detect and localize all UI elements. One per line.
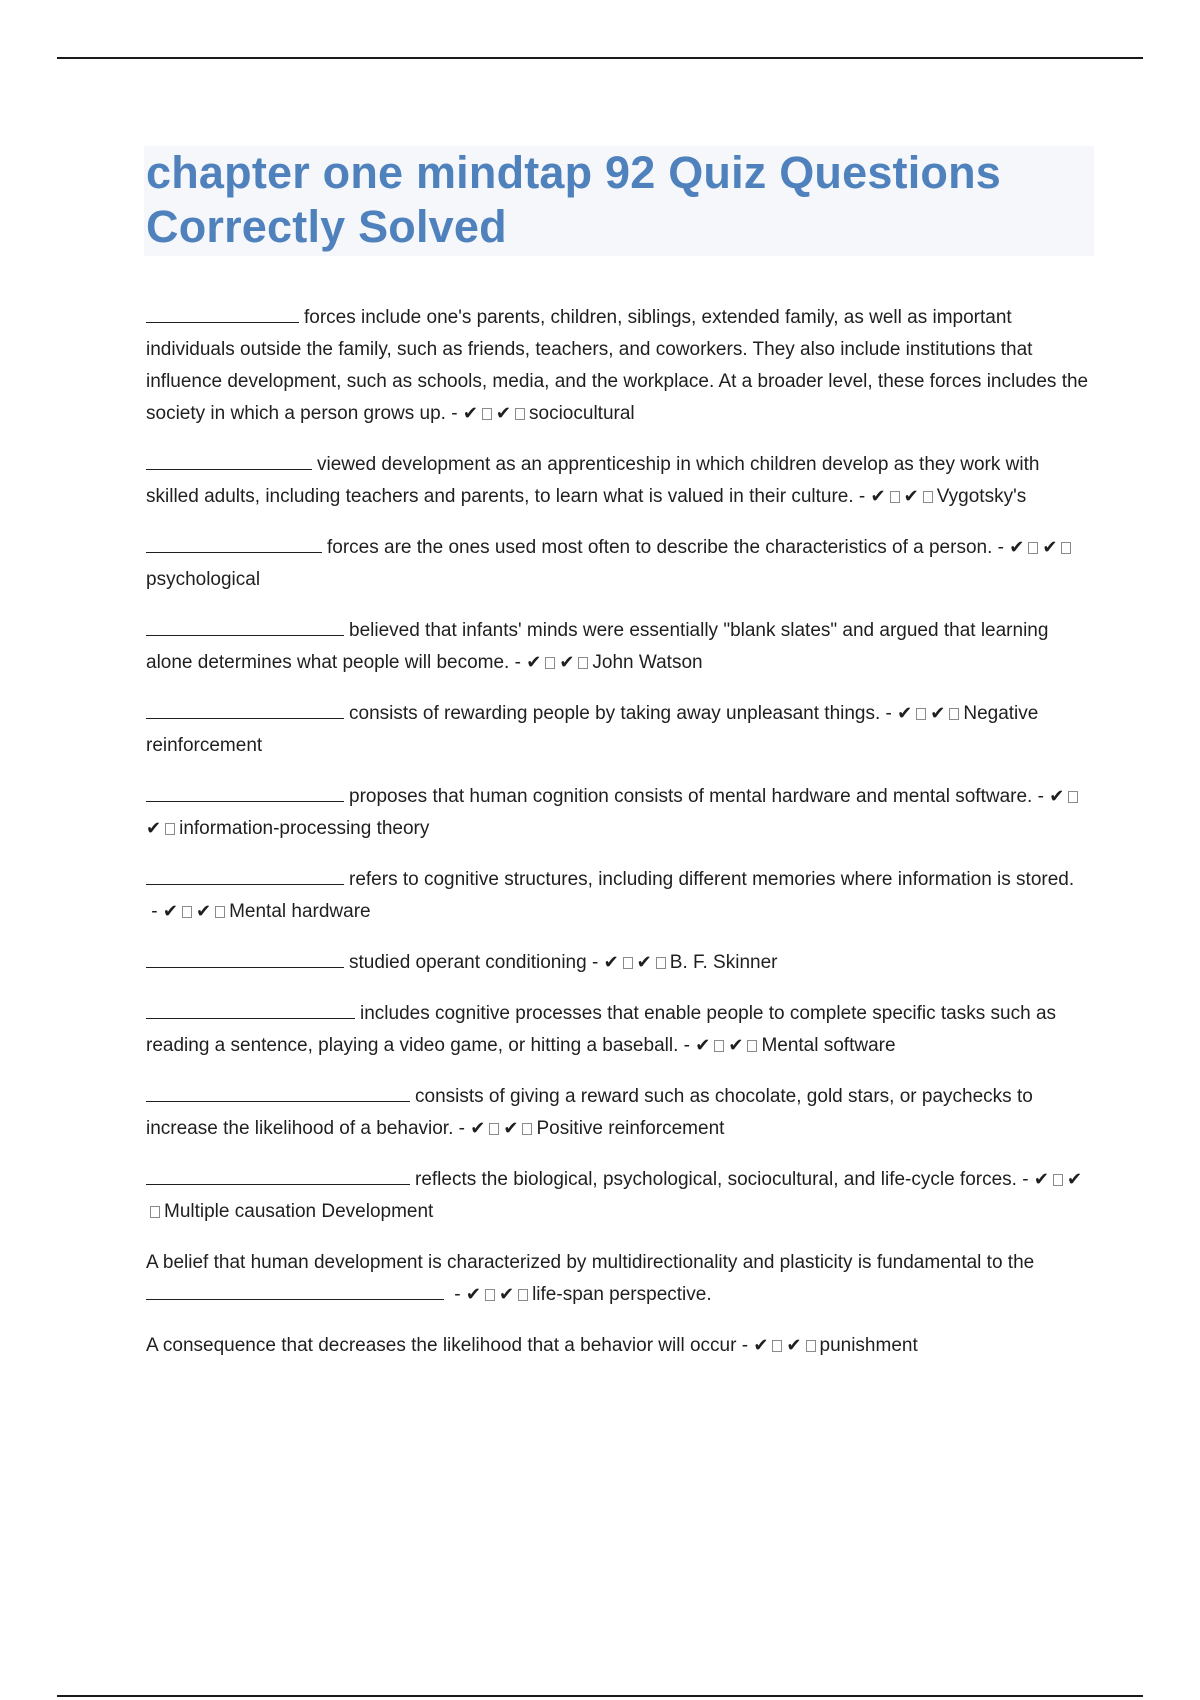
missing-glyph-icon (482, 408, 492, 420)
answer-text: John Watson (592, 652, 703, 673)
question-item (146, 1081, 1090, 1145)
missing-glyph-icon (215, 906, 225, 918)
answer-text: B. F. Skinner (669, 952, 778, 973)
missing-glyph-icon (623, 957, 633, 969)
missing-glyph-icon (489, 1123, 499, 1135)
missing-glyph-icon (747, 1040, 757, 1052)
answer-text: sociocultural (529, 403, 635, 424)
answer-text: Multiple causation Development (164, 1201, 434, 1222)
checkmark-icon: ✔ (503, 1118, 519, 1139)
missing-glyph-icon (182, 906, 192, 918)
question-text: proposes that human cognition consists of mental hardware and mental software. (349, 786, 1033, 807)
answer-text: Positive reinforcement (536, 1118, 725, 1139)
document-title: chapter one mindtap 92 Quiz Questions Correctly Solved (146, 147, 1002, 252)
question-item (146, 615, 1090, 679)
checkmark-icon: ✔ (930, 703, 946, 724)
checkmark-icon: ✔ (495, 403, 512, 424)
answer-separator: - (992, 537, 1010, 558)
question-item (146, 449, 1090, 513)
answer-text: Negative reinforcement (146, 703, 1039, 756)
question-item (146, 864, 1090, 928)
answer-separator: - (449, 1284, 466, 1305)
checkmark-icon: ✔ (462, 403, 478, 424)
missing-glyph-icon (916, 708, 926, 720)
checkmark-icon: ✔ (753, 1335, 769, 1356)
missing-glyph-icon (485, 1289, 495, 1301)
answer-separator: - (880, 703, 898, 724)
answer-separator: - (453, 1118, 471, 1139)
answer-blank (146, 783, 344, 802)
answer-separator: - (146, 901, 163, 922)
answer-text: Mental hardware (229, 901, 371, 922)
answer-separator: - (736, 1335, 754, 1356)
missing-glyph-icon (1028, 542, 1038, 554)
checkmark-icon: ✔ (695, 1035, 711, 1056)
question-item (146, 1164, 1090, 1228)
checkmark-icon: ✔ (786, 1335, 802, 1356)
question-text: reflects the biological, psychological, sociocultural, and life-cycle forces. (415, 1169, 1017, 1190)
missing-glyph-icon (714, 1040, 724, 1052)
answer-blank (146, 304, 299, 323)
answer-blank (146, 700, 344, 719)
answer-text: life-span perspective. (532, 1284, 712, 1305)
missing-glyph-icon (578, 657, 588, 669)
checkmark-icon: ✔ (870, 486, 886, 507)
answer-separator: - (586, 952, 604, 973)
question-list (146, 302, 1090, 1381)
answer-separator: - (509, 652, 527, 673)
answer-blank (146, 451, 312, 470)
answer-separator: - (853, 486, 871, 507)
question-text: believed that infants' minds were essentially "blank slates" and argued that learning alone determines what people will become. (146, 620, 1049, 673)
checkmark-icon: ✔ (162, 901, 178, 922)
checkmark-icon: ✔ (146, 818, 162, 839)
checkmark-icon: ✔ (1042, 537, 1058, 558)
missing-glyph-icon (772, 1340, 782, 1352)
checkmark-icon: ✔ (195, 901, 212, 922)
checkmark-icon: ✔ (1049, 786, 1065, 807)
missing-glyph-icon (1061, 542, 1071, 554)
checkmark-icon: ✔ (1009, 537, 1025, 558)
answer-blank (146, 866, 344, 885)
question-text: includes cognitive processes that enable people to complete specific tasks such as reading a sentence, playing a video game, or hitting a baseball. (146, 1003, 1057, 1056)
missing-glyph-icon (1053, 1174, 1063, 1186)
missing-glyph-icon (518, 1289, 528, 1301)
missing-glyph-icon (656, 957, 666, 969)
answer-blank (146, 617, 344, 636)
missing-glyph-icon (923, 491, 933, 503)
checkmark-icon: ✔ (897, 703, 913, 724)
answer-separator: - (1032, 786, 1050, 807)
checkmark-icon: ✔ (1066, 1169, 1083, 1190)
question-prefix: A consequence that decreases the likelihood that a behavior will occur (146, 1335, 737, 1356)
checkmark-icon: ✔ (559, 652, 575, 673)
question-text: studied operant conditioning (349, 952, 587, 973)
answer-text: Vygotsky's (936, 486, 1027, 507)
answer-blank (146, 949, 344, 968)
footer-rule (57, 1695, 1143, 1697)
answer-text: Mental software (761, 1035, 896, 1056)
answer-blank (146, 1083, 410, 1102)
missing-glyph-icon (545, 657, 555, 669)
checkmark-icon: ✔ (603, 952, 619, 973)
question-item (146, 1247, 1090, 1311)
answer-blank (146, 1166, 410, 1185)
missing-glyph-icon (150, 1206, 160, 1218)
question-text: forces include one's parents, children, siblings, extended family, as well as important individuals outside the family, such as friends, teachers, and coworkers. They also include institutions that influence development, such as schools, media, and the workplace. At a broader level, these forces includes the society in which a person grows up. (146, 307, 1089, 424)
checkmark-icon: ✔ (903, 486, 919, 507)
answer-text: psychological (146, 569, 261, 590)
question-text: viewed development as an apprenticeship in which children develop as they work with skilled adults, including teachers and parents, to learn what is valued in their culture. (146, 454, 1040, 507)
question-text: forces are the ones used most often to describe the characteristics of a person. (327, 537, 993, 558)
header-rule (57, 57, 1143, 59)
missing-glyph-icon (806, 1340, 816, 1352)
checkmark-icon: ✔ (498, 1284, 515, 1305)
missing-glyph-icon (949, 708, 959, 720)
checkmark-icon: ✔ (470, 1118, 486, 1139)
question-item (146, 698, 1090, 762)
answer-blank (146, 1281, 444, 1300)
missing-glyph-icon (165, 823, 175, 835)
answer-blank (146, 534, 322, 553)
checkmark-icon: ✔ (1033, 1169, 1049, 1190)
answer-separator: - (1016, 1169, 1034, 1190)
question-text: refers to cognitive structures, including different memories where information is stored. (349, 869, 1075, 890)
missing-glyph-icon (522, 1123, 532, 1135)
missing-glyph-icon (515, 408, 525, 420)
question-item (146, 1330, 1090, 1362)
checkmark-icon: ✔ (636, 952, 652, 973)
checkmark-icon: ✔ (526, 652, 542, 673)
checkmark-icon: ✔ (465, 1284, 481, 1305)
question-item (146, 947, 1090, 979)
missing-glyph-icon (890, 491, 900, 503)
missing-glyph-icon (1068, 791, 1078, 803)
question-text: consists of giving a reward such as chocolate, gold stars, or paychecks to increase the likelihood of a behavior. (146, 1086, 1033, 1139)
answer-text: information-processing theory (179, 818, 430, 839)
checkmark-icon: ✔ (728, 1035, 744, 1056)
question-item (146, 781, 1090, 845)
question-item (146, 302, 1090, 430)
title-block (144, 146, 1094, 256)
question-text: consists of rewarding people by taking away unpleasant things. (349, 703, 881, 724)
answer-separator: - (445, 403, 463, 424)
answer-text: punishment (819, 1335, 918, 1356)
question-item (146, 532, 1090, 596)
answer-separator: - (678, 1035, 696, 1056)
answer-blank (146, 1000, 355, 1019)
question-prefix: A belief that human development is characterized by multidirectionality and plasticity is fundamental to the (146, 1252, 1035, 1273)
question-item (146, 998, 1090, 1062)
